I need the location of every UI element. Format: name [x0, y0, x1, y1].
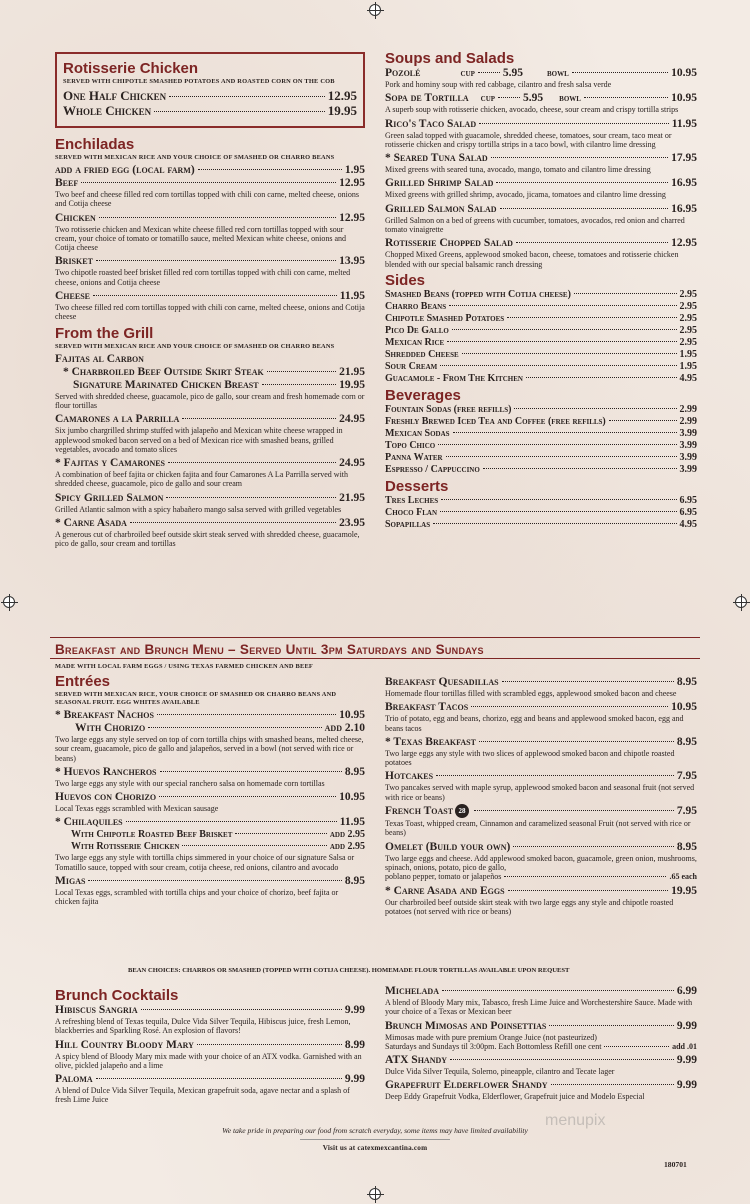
item-description: Local Texas eggs scrambled with Mexican sausage: [55, 804, 219, 814]
menu-item: Chipotle Smashed Potatoes 2.95: [385, 312, 697, 324]
menu-item: Rotisserie Chopped Salad 12.95: [385, 237, 697, 250]
menu-item: Sopapillas 4.95: [385, 518, 697, 530]
item-description: A generous cut of charbroiled beef outside skirt steak served with shredded cheese, guacamole, pico de gallo, sour cream and tortillas: [55, 530, 360, 549]
brunch-banner: Breakfast and Brunch Menu – Served Until 3pm Saturdays and Sundays: [55, 642, 484, 657]
menu-item: Mexican Rice 2.95: [385, 336, 697, 348]
page-badge: 28: [455, 804, 469, 818]
cocktails-title: Brunch Cocktails: [55, 987, 179, 1004]
menu-item: Grapefruit Elderflower Shandy 9.99: [385, 1079, 697, 1092]
menu-item: Beef 12.95: [55, 177, 365, 189]
menu-item: Spicy Grilled Salmon 21.95: [55, 491, 365, 504]
registration-mark-bottom: [369, 1188, 381, 1200]
menu-item: Pico De Gallo 2.95: [385, 324, 697, 336]
menu-item: Freshly Brewed Iced Tea and Coffee (free refills) 2.99: [385, 415, 697, 427]
website-note: Visit us at catexmexcantina.com: [322, 1144, 428, 1152]
menu-item: Breakfast Quesadillas 8.95: [385, 676, 697, 688]
item-description: Two pancakes served with maple syrup, applewood smoked bacon and seasonal fruit (not served with rice or beans): [385, 783, 695, 802]
menu-item: French Toast 28 7.95: [385, 805, 697, 818]
menu-item: Cheese 11.95: [55, 290, 365, 303]
registration-mark-top: [369, 4, 381, 16]
menu-item: Tres Leches 6.95: [385, 494, 697, 506]
menu-item: * Chilaquiles 11.95: [55, 816, 365, 829]
fajitas-heading: Fajitas al Carbon: [55, 352, 144, 365]
menu-item: Smashed Beans (topped with Cotija cheese) 2.95: [385, 288, 697, 300]
item-description: Two large eggs any style served on top of corn tortilla chips with smashed beans, melted cheese, sour cream, guacamole, pico de gallo and jalapeños, served in a bowl (not served with rice or beans): [55, 735, 364, 763]
menu-item: Panna Water 3.99: [385, 451, 697, 463]
item-description: Two beef and cheese filled red corn tortillas topped with chili con carne, melted cheese, onions and Cotija cheese: [55, 190, 359, 209]
menu-item: Grilled Salmon Salad 16.95: [385, 202, 697, 215]
item-description: A spicy blend of Bloody Mary mix made with your choice of an ATX vodka. Garnished with an olive, pickled jalapeño and a lime: [55, 1051, 362, 1070]
menu-item: Hibiscus Sangria 9.99: [55, 1004, 365, 1016]
item-description-extra: poblano pepper, tomato or jalapeños .65 each: [385, 872, 697, 882]
enchiladas-title: Enchiladas: [55, 136, 135, 153]
menu-item: Choco Flan 6.95: [385, 506, 697, 518]
soups-title: Soups and Salads: [385, 50, 515, 67]
menu-item: Topo Chico 3.99: [385, 439, 697, 451]
addon-item: With Rotisserie Chicken add 2.95: [71, 841, 365, 853]
menu-item-sopa: Sopa de Tortilla cup 5.95 bowl 10.95: [385, 92, 697, 105]
menu-item: Migas 8.95: [55, 875, 365, 888]
menu-item: * Fajitas y Camarones 24.95: [55, 457, 365, 470]
right-column: [385, 48, 697, 531]
menu-item: Grilled Shrimp Salad 16.95: [385, 177, 697, 190]
desserts-title: Desserts: [385, 477, 449, 495]
grill-title: From the Grill: [55, 324, 154, 342]
entrees-subtitle: SERVED WITH MEXICAN RICE, YOUR CHOICE OF SMASHED OR CHARRO BEANS AND SEASONAL FRUIT. EGG WHITES AVAILABLE: [55, 691, 337, 706]
menu-item: Sour Cream 1.95: [385, 360, 697, 372]
menu-item: Mexican Sodas 3.99: [385, 427, 697, 439]
sides-title: Sides: [385, 271, 426, 289]
enchiladas-section: [55, 136, 365, 322]
item-description: Grilled Atlantic salmon with a spicy habañero mango salsa served with grilled vegetables: [55, 504, 342, 514]
item-description: Our charbroiled beef outside skirt steak with two large eggs any style and chipotle roasted potatoes (not served with rice or beans): [385, 897, 674, 916]
entrees-title: Entrées: [55, 673, 111, 690]
item-description: Two large eggs any style with our special ranchero salsa on homemade corn tortillas: [55, 778, 325, 788]
menu-item: Espresso / Cappuccino 3.99: [385, 463, 697, 475]
rotisserie-title: Rotisserie Chicken: [63, 60, 199, 77]
menu-item: ATX Shandy 9.99: [385, 1054, 697, 1067]
menu-item: Signature Marinated Chicken Breast 19.95: [73, 378, 365, 391]
enchiladas-subtitle: SERVED WITH MEXICAN RICE AND YOUR CHOICE OF SMASHED OR CHARRO BEANS: [55, 154, 335, 161]
divider: [50, 658, 700, 659]
item-description: Grilled Salmon on a bed of greens with cucumber, tomatoes, avocados, red onion and charred tomato vinaigrette: [385, 215, 685, 235]
item-description: Six jumbo chargrilled shrimp stuffed with jalapeño and Mexican white cheese wrapped in applewood smoked bacon served on a bed of Mexican rice with smashed beans, grilled vegetables, avocado and tomato slices: [55, 426, 343, 454]
menu-item: * Charbroiled Beef Outside Skirt Steak 21.95: [63, 365, 365, 378]
menu-item: Michelada 6.99: [385, 985, 697, 997]
item-description: Dulce Vida Silver Tequila, Solerno, pineapple, cilantro and Tecate lager: [385, 1067, 615, 1077]
menu-item: Chicken 12.95: [55, 211, 365, 224]
item-description: Two chipotle roasted beef brisket filled red corn tortillas topped with chili con carne, melted cheese, onions and Cotija cheese: [55, 268, 351, 287]
menu-item: Camarones a la Parrilla 24.95: [55, 413, 365, 426]
addon-item: add a fried egg (local farm) 1.95: [55, 164, 365, 176]
menu-item: Rico's Taco Salad 11.95: [385, 117, 697, 130]
bean-note: BEAN CHOICES: CHARROS OR SMASHED (TOPPED WITH COTIJA CHEESE). HOMEMADE FLOUR TORTILLAS AVAILABLE UPON REQUEST: [128, 967, 570, 974]
item-description: Pork and hominy soup with red cabbage, cilantro and fresh salsa verde: [385, 80, 612, 89]
item-description: Mixed greens with seared tuna, avocado, mango, tomato and cilantro lime dressing: [385, 165, 651, 175]
item-description: Two large eggs and cheese. Add applewood smoked bacon, guacamole, green onion, mushrooms, spinach, onions, potato, pico de gallo,: [385, 853, 697, 872]
item-description: Trio of potato, egg and beans, chorizo, egg and beans and applewood smoked bacon, egg and beans tacos: [385, 714, 684, 733]
item-description: Two large eggs any style with two slices of applewood smoked bacon and chipotle roasted potatoes: [385, 748, 675, 768]
addon-item: With Chorizo add 2.10: [75, 722, 365, 734]
menu-item: * Seared Tuna Salad 17.95: [385, 152, 697, 165]
item-description: Local Texas eggs, scrambled with tortilla chips and your choice of chorizo, beef fajita or chicken fajita: [55, 888, 339, 907]
item-description: Deep Eddy Grapefruit Vodka, Elderflower, Grapefruit juice and Modelo Especial: [385, 1092, 645, 1102]
menu-item-pozole: Pozolé cup 5.95 bowl 10.95: [385, 67, 697, 79]
item-description-extra: Saturdays and Sundays til 3:00pm. Each Bottomless Refill one cent add .01: [385, 1041, 697, 1051]
item-description: Two cheese filled red corn tortillas topped with chili con carne, melted cheese, onions and Cotija cheese: [55, 303, 365, 322]
menu-item: Fountain Sodas (free refills) 2.99: [385, 403, 697, 415]
cocktails-right: [385, 985, 697, 1105]
rotisserie-subtitle: SERVED WITH CHIPOTLE SMASHED POTATOES AND ROASTED CORN ON THE COB: [63, 78, 335, 85]
addon-item: With Chipotle Roasted Beef Brisket add 2.95: [71, 829, 365, 841]
item-description: Mimosas made with pure premium Orange Juice (not pasteurized): [385, 1032, 597, 1042]
menu-item: * Breakfast Nachos 10.95: [55, 709, 365, 721]
menu-item: * Carne Asada and Eggs 19.95: [385, 884, 697, 897]
menu-item: Hotcakes 7.95: [385, 770, 697, 783]
beverages-title: Beverages: [385, 386, 461, 404]
local-note: MADE WITH LOCAL FARM EGGS / USING TEXAS FARMED CHICKEN AND BEEF: [55, 663, 314, 670]
menu-item: Hill Country Bloody Mary 8.99: [55, 1038, 365, 1051]
menu-item: Huevos con Chorizo 10.95: [55, 791, 365, 804]
item-description: A blend of Dulce Vida Silver Tequila, Mexican grapefruit soda, agave nectar and a splash of fresh Lime Juice: [55, 1086, 350, 1105]
registration-mark-left: [3, 596, 15, 608]
menu-code: 180701: [664, 1160, 687, 1169]
menu-item: One Half Chicken 12.95: [63, 88, 357, 103]
cocktails-left: [55, 985, 365, 1108]
brunch-left-column: [55, 662, 365, 910]
item-description: Two large eggs any style with tortilla chips simmered in your choice of our signature Salsa or Tomatillo sauce, topped with sour cream, cotija cheese, red onions, cilantro and avocado: [55, 853, 355, 872]
item-description: A refreshing blend of Texas tequila, Dulce Vida Silver Tequila, Hibiscus juice, fresh Lemon, blackberries and Sparkling Rosé. An explosion of flavors!: [55, 1017, 351, 1036]
item-description: Texas Toast, whipped cream, Cinnamon and caramelized seasonal Fruit (not served with rice or beans): [385, 819, 691, 838]
divider: [50, 637, 700, 638]
grill-section: [55, 325, 365, 549]
registration-mark-right: [735, 596, 747, 608]
menu-item: Charro Beans 2.95: [385, 300, 697, 312]
item-description: Homemade flour tortillas filled with scrambled eggs, applewood smoked bacon and cheese: [385, 689, 677, 698]
menu-item: * Huevos Rancheros 8.95: [55, 765, 365, 778]
menu-item: Paloma 9.99: [55, 1073, 365, 1086]
rotisserie-section: [55, 52, 365, 128]
watermark: menupix: [545, 1112, 606, 1129]
item-description: Chopped Mixed Greens, applewood smoked bacon, cheese, tomatoes and rotisserie chicken blended with our special balsamic ranch dressing: [385, 250, 679, 269]
item-description: A blend of Bloody Mary mix, Tabasco, fresh Lime Juice and Worchestershire Sauce. Made with your choice of a Texas or Mexican beer: [385, 998, 693, 1017]
menu-item: Breakfast Tacos 10.95: [385, 701, 697, 714]
grill-subtitle: SERVED WITH MEXICAN RICE AND YOUR CHOICE OF SMASHED OR CHARRO BEANS: [55, 342, 335, 350]
item-description: Served with shredded cheese, guacamole, pico de gallo, sour cream and fresh homemade corn or flour tortillas: [55, 391, 365, 410]
menu-item: Brunch Mimosas and Poinsettias 9.99: [385, 1019, 697, 1032]
item-description: Mixed greens with grilled shrimp, avocado, jicama, tomatoes and cilantro lime dressing: [385, 190, 666, 200]
item-description: A combination of beef fajita or chicken fajita and four Camarones A La Parrilla served with shredded cheese, guacamole, pico de gallo and sour cream: [55, 470, 349, 489]
menu-item: Shredded Cheese 1.95: [385, 348, 697, 360]
menu-item: Omelet (Build your own) 8.95: [385, 840, 697, 853]
item-description: Green salad topped with guacamole, shredded cheese, tomatoes, sour cream, taco meat or rotisserie chicken and crispy tortilla strips in a taco bowl, with cilantro lime dressing: [385, 130, 672, 149]
menu-item: Brisket 13.95: [55, 255, 365, 268]
menu-item: * Texas Breakfast 8.95: [385, 735, 697, 748]
menu-item: Whole Chicken 19.95: [63, 103, 357, 118]
brunch-right-column: [385, 676, 697, 919]
menu-item: Guacamole - From The Kitchen 4.95: [385, 372, 697, 384]
menu-item: * Carne Asada 23.95: [55, 517, 365, 530]
divider: [300, 1139, 450, 1140]
item-description: Two rotisserie chicken and Mexican white cheese filled red corn tortillas topped with sour cream, your choice of tomato or tomatillo sauce, melted Mexican white cheese, onions and Cotija cheese: [55, 224, 347, 253]
item-description: A superb soup with rotisserie chicken, avocado, cheese, sour cream and crispy tortilla strips: [385, 105, 679, 115]
left-column: [55, 52, 365, 552]
pride-note: We take pride in preparing our food from scratch everyday, some items may have limited availability: [222, 1126, 528, 1135]
